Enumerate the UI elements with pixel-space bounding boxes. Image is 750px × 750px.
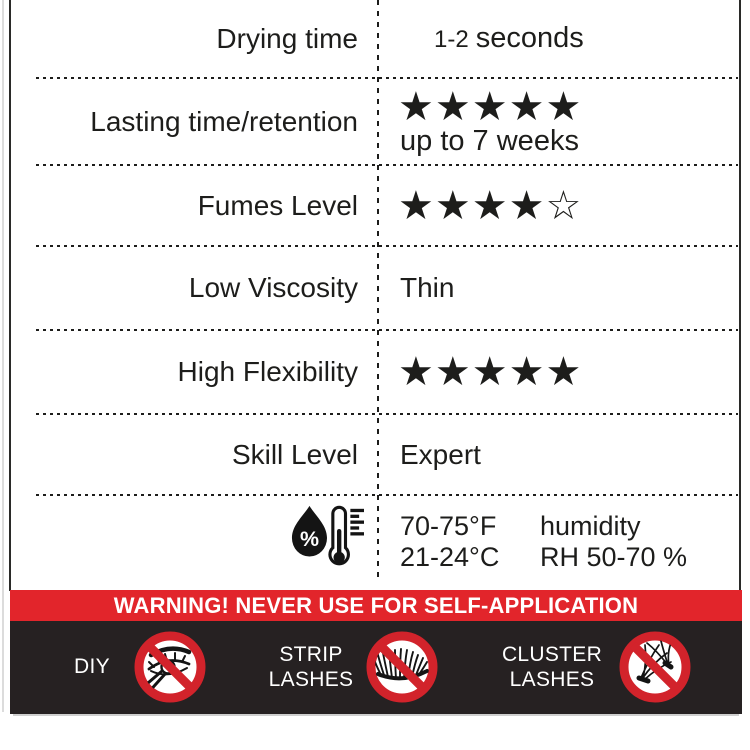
temperature-celsius: 21-24°C xyxy=(400,542,500,572)
table-row xyxy=(12,415,740,494)
star-rating: ★★★★★ xyxy=(398,349,583,395)
table-left-border xyxy=(9,0,11,591)
humidity-value: RH 50-70 % xyxy=(540,542,688,572)
warning-text: WARNING! NEVER USE FOR SELF-APPLICATION xyxy=(113,592,639,618)
drying-time-unit: seconds xyxy=(475,21,584,54)
row-label xyxy=(12,502,358,583)
page-edge-shadow xyxy=(2,0,4,712)
table-row xyxy=(12,331,740,413)
row-value xyxy=(358,84,583,157)
bar-bottom-shadow xyxy=(13,714,739,716)
row-label: Skill Level xyxy=(231,438,358,470)
row-value xyxy=(358,22,584,56)
row-label: Drying time xyxy=(216,22,358,54)
retention-note: up to 7 weeks xyxy=(400,125,579,157)
table-row xyxy=(12,247,740,329)
humidity-label: humidity xyxy=(540,511,641,541)
warning-banner xyxy=(10,590,742,621)
row-value xyxy=(358,349,583,395)
star-rating: ★★★★★ xyxy=(398,84,583,130)
no-strip-lashes-icon xyxy=(366,631,438,703)
row-value xyxy=(358,511,687,573)
no-diy-application-icon xyxy=(134,631,206,703)
temperature-fahrenheit: 70-75°F xyxy=(400,511,497,541)
row-label: Fumes Level xyxy=(197,189,358,221)
no-cluster-lashes-icon xyxy=(619,631,691,703)
row-label: Low Viscosity xyxy=(188,272,358,303)
humidity-thermometer-icon xyxy=(288,502,366,583)
row-label: High Flexibility xyxy=(177,356,358,387)
table-row xyxy=(12,0,740,77)
drying-time-number: 1-2 xyxy=(434,25,469,53)
star-rating: ★★★★☆ xyxy=(398,182,583,229)
strip-lashes-label: STRIP LASHES xyxy=(268,643,354,691)
row-value xyxy=(358,182,583,229)
row-value: Expert xyxy=(400,438,481,470)
svg-text:%: % xyxy=(299,526,319,551)
table-row xyxy=(12,79,740,164)
row-value: Thin xyxy=(400,272,455,303)
table-row xyxy=(12,496,740,588)
row-label: Lasting time/retention xyxy=(90,105,358,137)
environment-conditions xyxy=(400,511,687,573)
prohibition-bar xyxy=(10,621,742,714)
diy-label: DIY xyxy=(74,655,110,678)
table-row xyxy=(12,166,740,245)
cluster-lashes-label: CLUSTER LASHES xyxy=(501,643,603,691)
